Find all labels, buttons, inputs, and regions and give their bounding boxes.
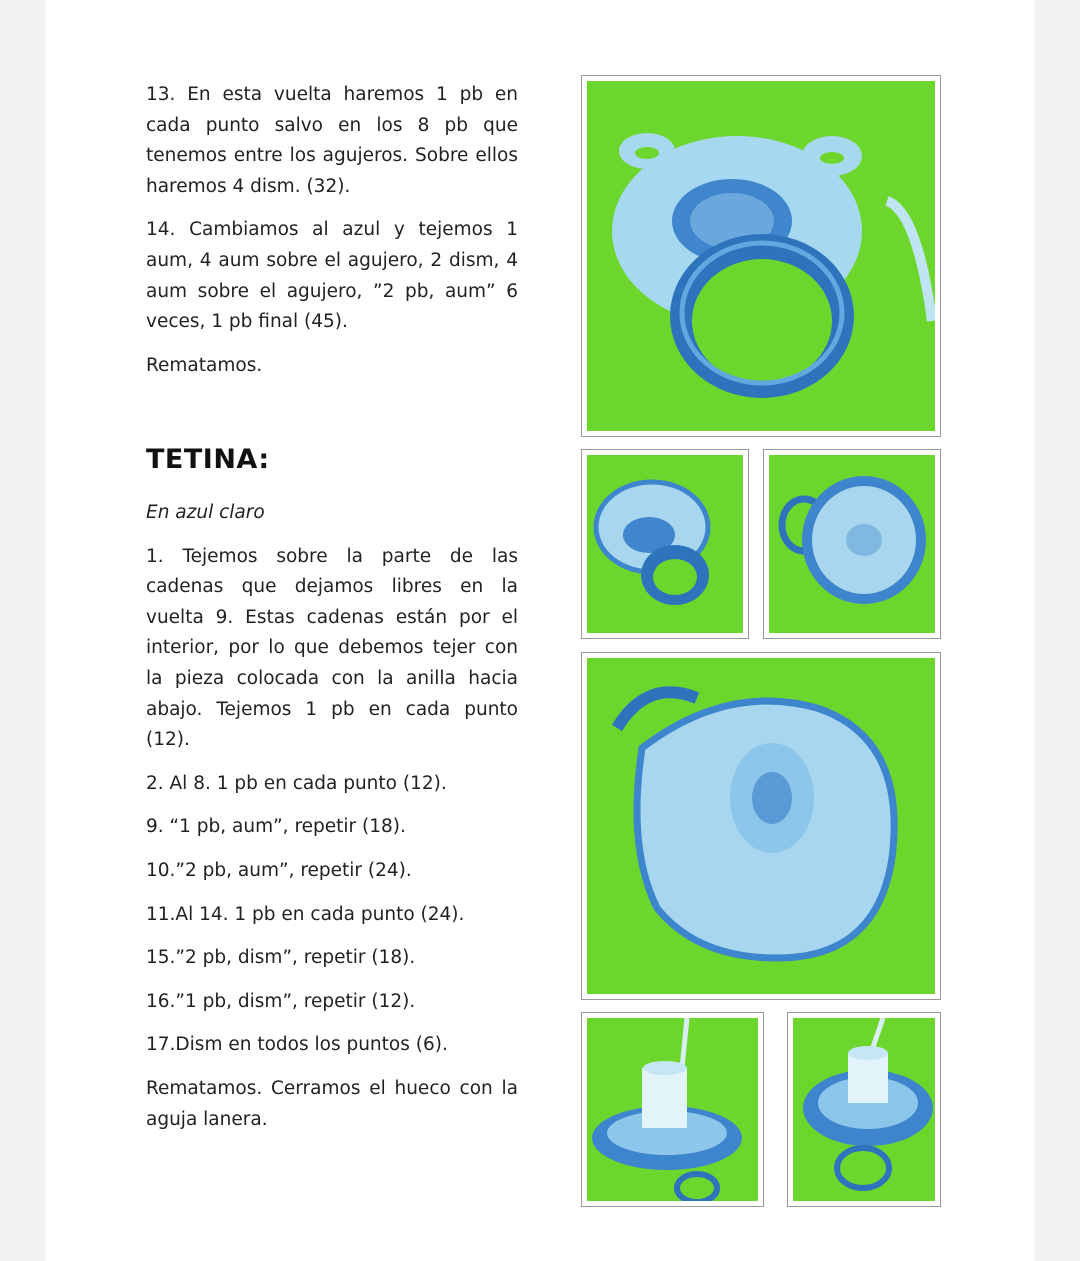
photo-nipple-base	[581, 652, 941, 1000]
document-page	[45, 0, 1035, 1261]
tetina-step: 11.Al 14. 1 pb en cada punto (24).	[146, 903, 465, 925]
tetina-step: Rematamos. Cerramos el hueco con la aguja lanera.	[146, 1077, 518, 1130]
tetina-step: 16.”1 pb, dism”, repetir (12).	[146, 990, 416, 1012]
step-14: 14. Cambiamos al azul y tejemos 1 aum, 4 aum sobre el agujero, 2 dism, 4 aum sobre el agujero, ”2 pb, aum” 6 veces, 1 pb final (45).	[146, 219, 518, 333]
color-note: En azul claro	[146, 502, 265, 523]
photo-pacifier-side	[581, 1012, 764, 1207]
tetina-step: 10.”2 pb, aum”, repetir (24).	[146, 859, 412, 881]
section1-text	[146, 80, 518, 394]
photo-pacifier-front	[581, 75, 941, 437]
tetina-step: 9. “1 pb, aum”, repetir (18).	[146, 816, 406, 838]
tetina-step: 2. Al 8. 1 pb en cada punto (12).	[146, 772, 447, 794]
tetina-step: 1. Tejemos sobre la parte de las cadenas que dejamos libres en la vuelta 9. Estas cadenas están por el interior, por lo que debemos tejer con la pieza colocada con la anilla hacia abajo. Tejemos 1 pb en cada punto (12).	[146, 545, 518, 751]
photo-pacifier-back	[763, 449, 941, 639]
finish-note: Rematamos.	[146, 354, 263, 376]
tetina-heading: TETINA:	[146, 444, 270, 475]
photo-pacifier-profile	[787, 1012, 941, 1207]
photo-pacifier-angle	[581, 449, 749, 639]
step-13: 13. En esta vuelta haremos 1 pb en cada punto salvo en los 8 pb que tenemos entre los agujeros. Sobre ellos haremos 4 dism. (32).	[146, 84, 518, 197]
tetina-text	[146, 498, 518, 1148]
tetina-step: 17.Dism en todos los puntos (6).	[146, 1034, 448, 1056]
tetina-step: 15.”2 pb, dism”, repetir (18).	[146, 947, 416, 969]
